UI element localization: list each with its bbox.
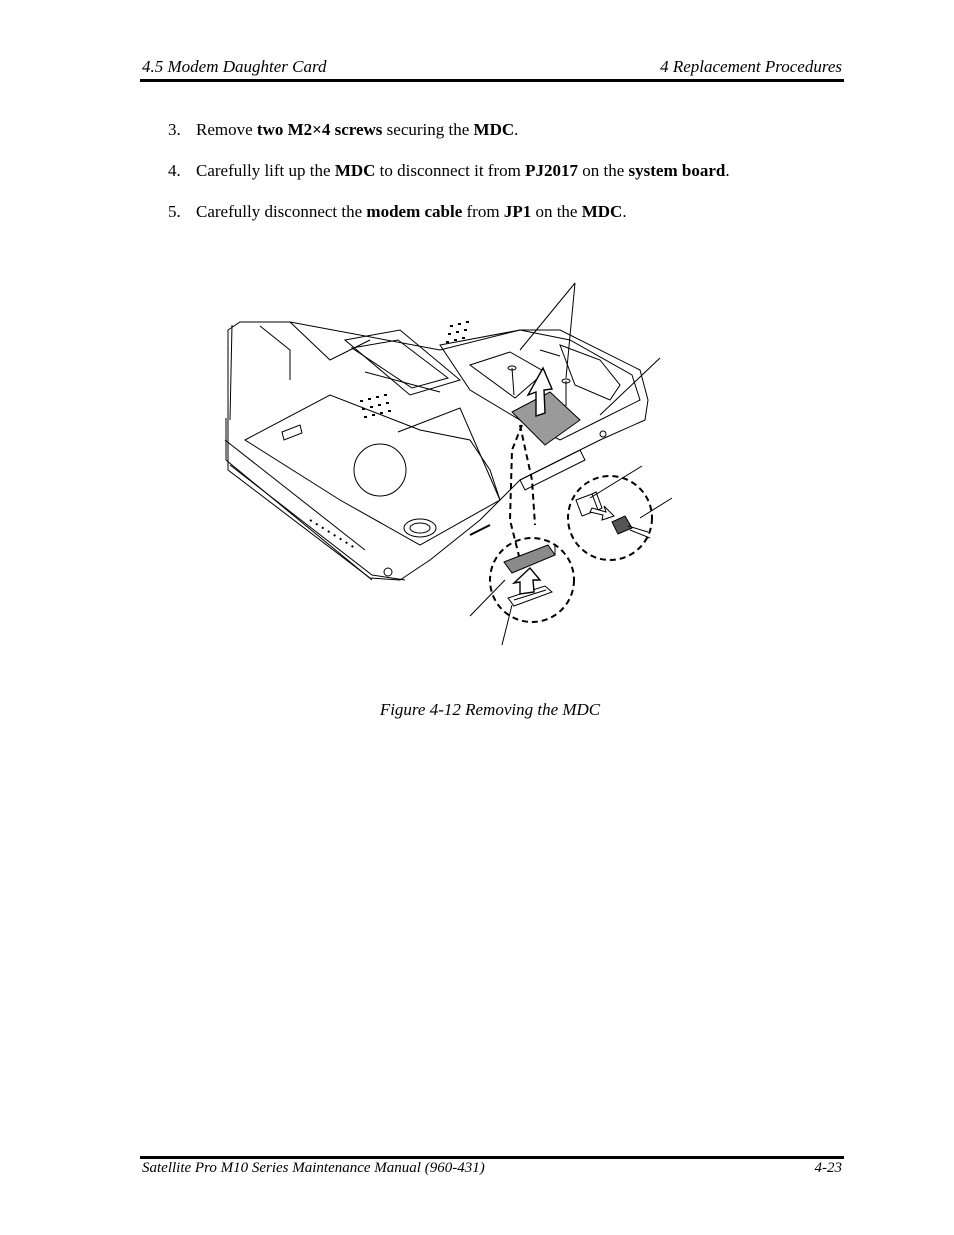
figure-caption: Figure 4-12 Removing the MDC — [379, 700, 601, 719]
modem-cable-detail-callout — [568, 476, 652, 560]
header-section-title: 4.5 Modem Daughter Card — [142, 57, 327, 76]
step-number: 5. — [168, 202, 181, 221]
page-footer — [140, 1160, 844, 1180]
header-chapter-title: 4 Replacement Procedures — [660, 57, 842, 76]
connector-detail-callout — [490, 538, 574, 622]
step-number: 4. — [168, 161, 181, 180]
laptop-base-drawing — [225, 321, 648, 580]
footer-rule — [140, 1156, 844, 1159]
step-number: 3. — [168, 120, 181, 139]
page-number: 4-23 — [814, 1160, 842, 1176]
mdc-removal-illustration — [215, 270, 685, 650]
procedure-steps — [168, 120, 828, 243]
step-5 — [168, 202, 828, 243]
step-text: Carefully lift up the MDC to disconnect it from PJ2017 on the system board. — [196, 161, 730, 180]
step-4 — [168, 161, 828, 202]
footer-manual-title: Satellite Pro M10 Series Maintenance Manual (960-431) — [142, 1160, 485, 1176]
step-text: Carefully disconnect the modem cable from JP1 on the MDC. — [196, 202, 627, 221]
header-rule — [140, 79, 844, 82]
step-3 — [168, 120, 828, 161]
insert-arrow-icon — [514, 568, 540, 594]
callout-leader-lines — [470, 283, 672, 645]
detail-guide-lines — [510, 425, 535, 560]
step-text: Remove two M2×4 screws securing the MDC. — [196, 120, 519, 139]
page-header — [140, 56, 844, 78]
